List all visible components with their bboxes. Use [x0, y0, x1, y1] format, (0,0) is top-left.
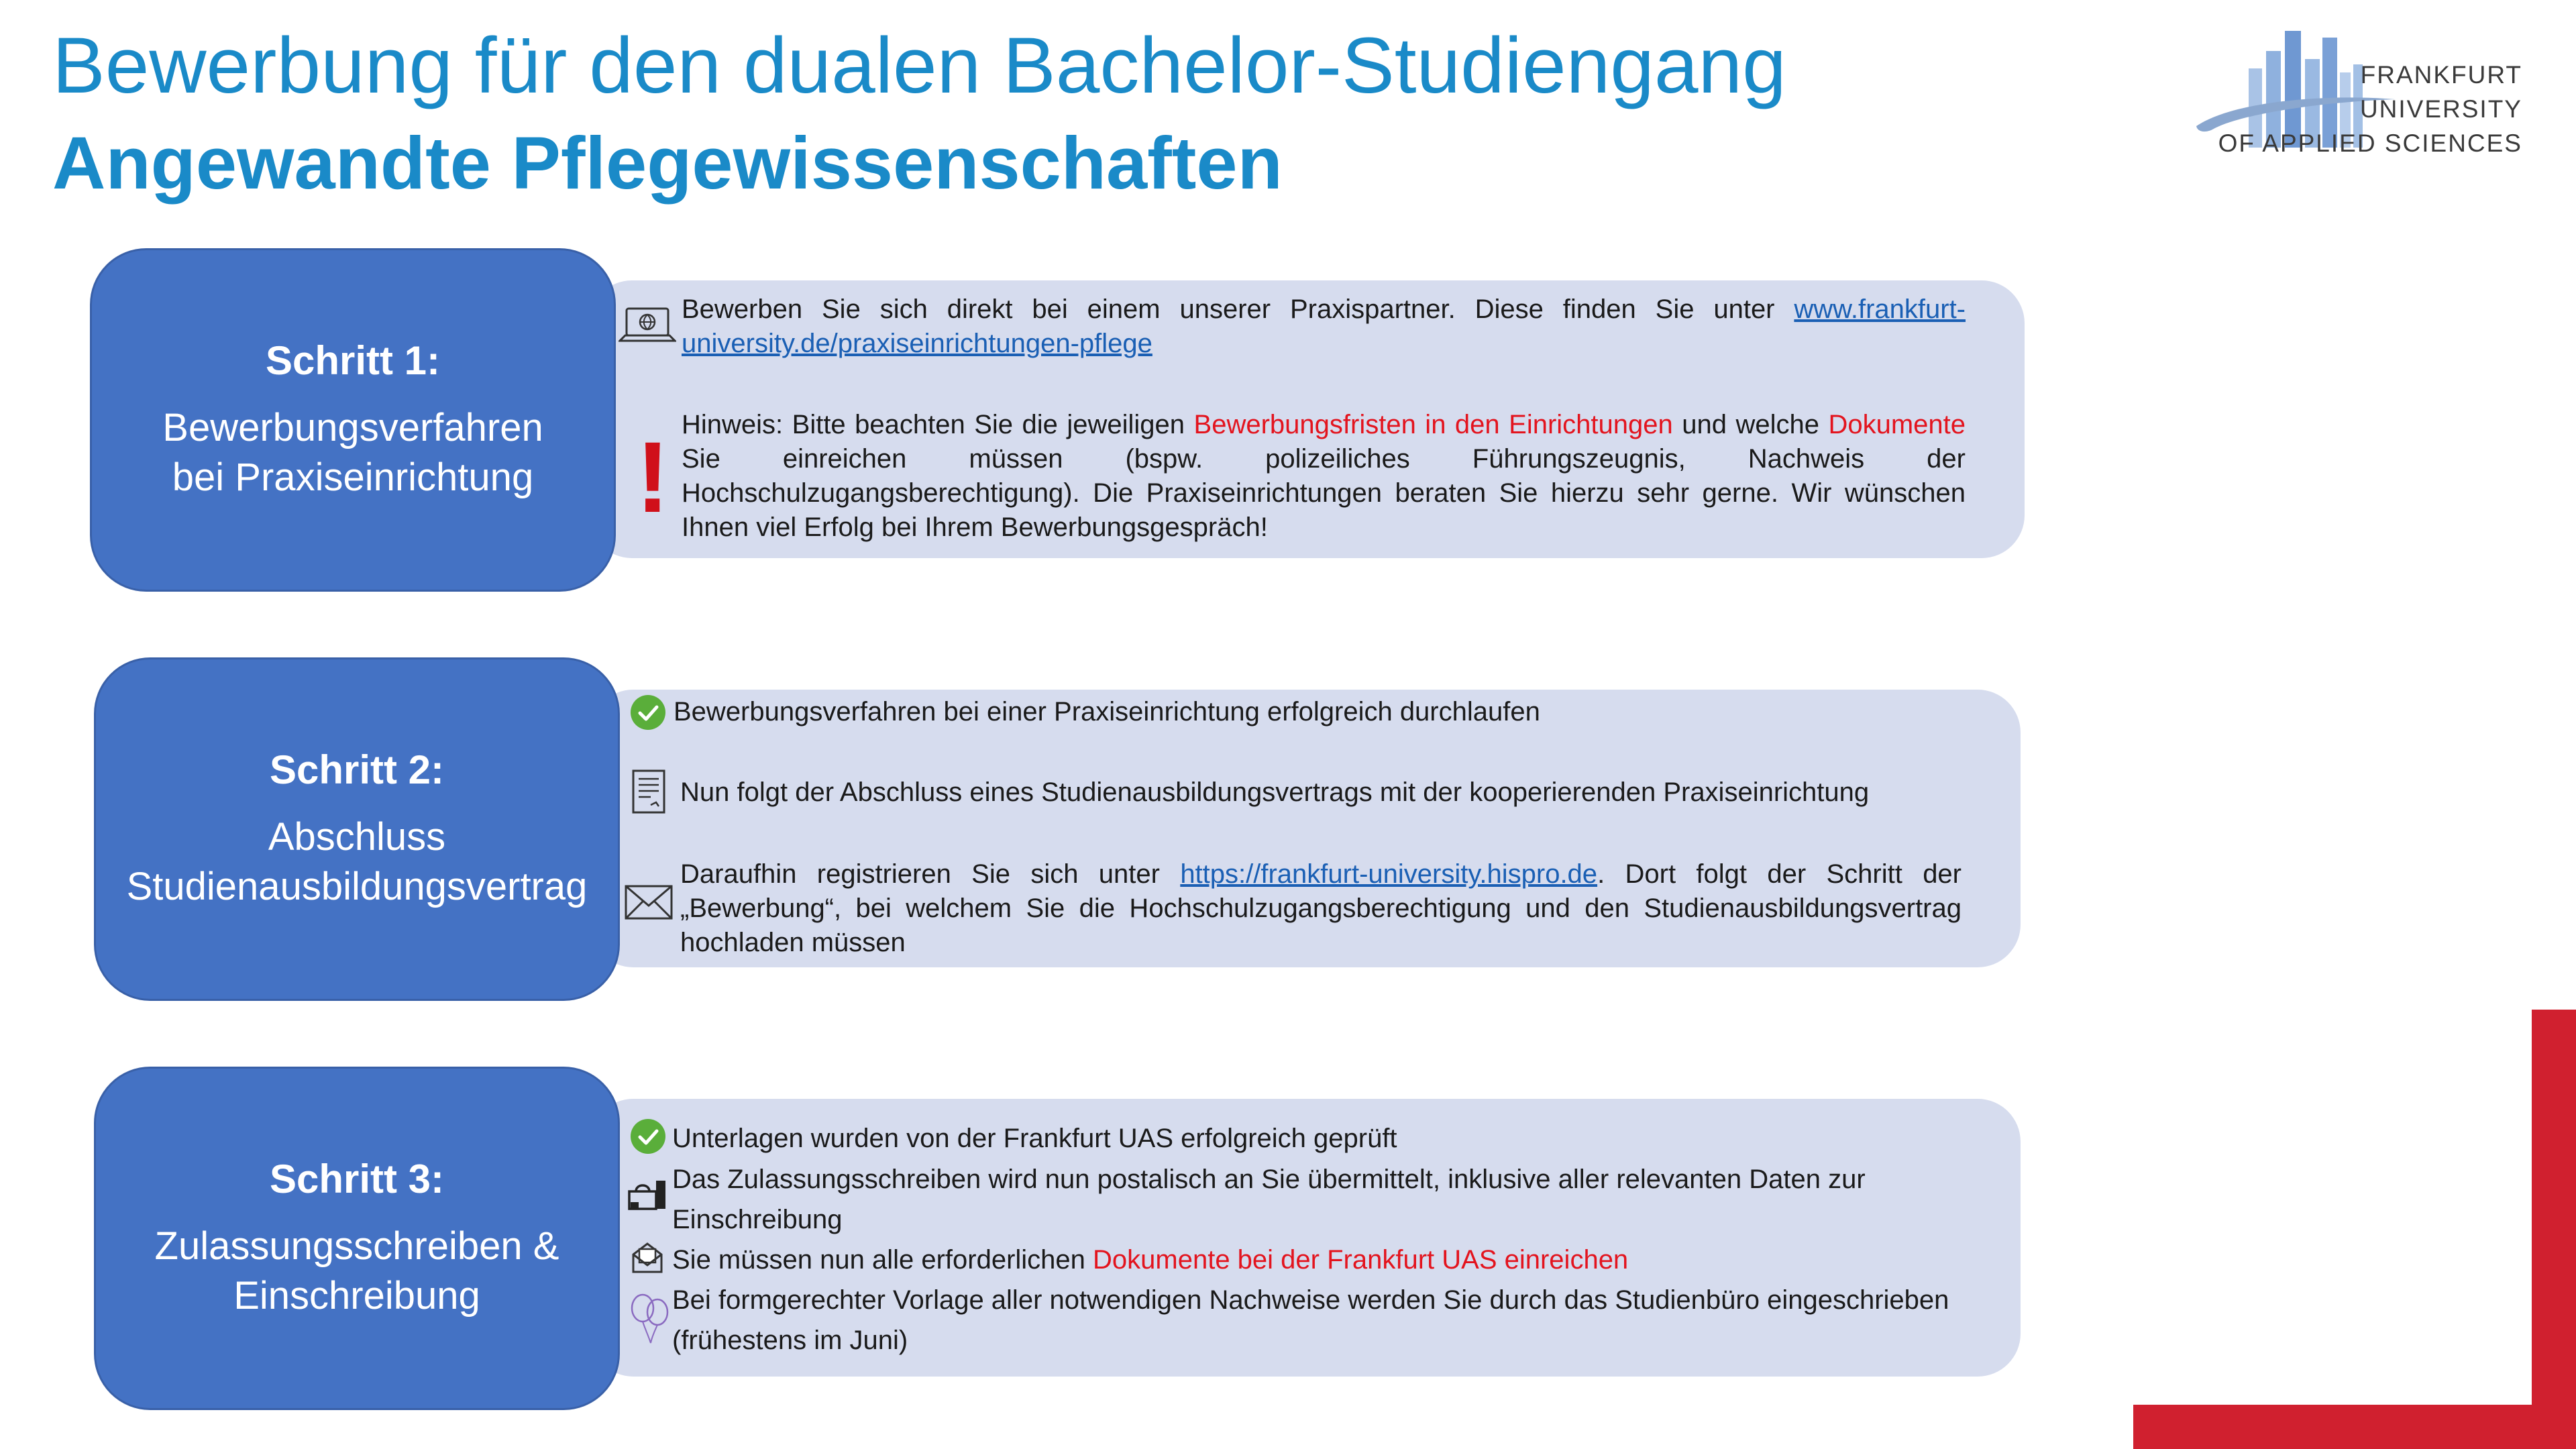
envelope-document-icon	[631, 1241, 664, 1275]
step3-row4: Bei formgerechter Vorlage aller notwendigen Nachweise werden Sie durch das Studienbüro eingeschrieben (frühestens im Juni)	[672, 1285, 1949, 1355]
step1-paragraph1: Bewerben Sie sich direkt bei einem unserer Praxispartner. Diese finden Sie unter www.frankfurt-university.de/praxiseinrichtungen-pflege	[682, 294, 1966, 358]
step1-paragraph2: Hinweis: Bitte beachten Sie die jeweiligen Bewerbungsfristen in den Einrichtungen und welche Dokumente Sie einreichen müssen (bspw. polizeiliches Führungszeugnis, Nachweis der Hochschulzugangsberechtigung). Die Praxiseinrichtungen beraten Sie hierzu sehr gerne. Wir wünschen Ihnen viel Erfolg bei Ihrem Bewerbungsgespräch!	[682, 410, 1966, 542]
step1-box	[90, 248, 616, 592]
step3-row2: Das Zulassungsschreiben wird nun postalisch an Sie übermittelt, inklusive aller relevanten Daten zur Einschreibung	[672, 1165, 1866, 1234]
step1-subtitle: Bewerbungsverfahren bei Praxiseinrichtung	[162, 406, 543, 499]
mailbox-icon	[627, 1178, 668, 1213]
step2-title: Schritt 2:	[269, 747, 445, 792]
page-title-line2: Angewandte Pflegewissenschaften	[52, 122, 1283, 205]
red-corner-decoration-vertical	[2532, 1010, 2576, 1449]
laptop-globe-icon	[619, 306, 676, 346]
balloons-icon	[628, 1292, 672, 1346]
check-circle-icon	[629, 694, 667, 731]
step2-box	[94, 657, 620, 1001]
step3-box	[94, 1067, 620, 1410]
contract-document-icon	[631, 769, 667, 816]
step3-row1: Unterlagen wurden von der Frankfurt UAS erfolgreich geprüft	[672, 1124, 1397, 1153]
step2-subtitle: Abschluss Studienausbildungsvertrag	[126, 815, 588, 908]
step3-title: Schritt 3:	[269, 1157, 445, 1201]
red-corner-decoration-horizontal	[2133, 1405, 2576, 1449]
hispro-link[interactable]: https://frankfurt-university.hispro.de	[1180, 859, 1598, 889]
logo-text: FRANKFURT UNIVERSITY OF APPLIED SCIENCES	[2218, 61, 2522, 158]
envelope-icon	[624, 884, 674, 920]
step3-row3: Sie müssen nun alle erforderlichen Dokumente bei der Frankfurt UAS einreichen	[672, 1245, 1629, 1275]
page-title-line1: Bewerbung für den dualen Bachelor-Studiengang	[52, 21, 1786, 110]
step2-row1: Bewerbungsverfahren bei einer Praxiseinrichtung erfolgreich durchlaufen	[674, 697, 1540, 727]
praxiseinrichtungen-link[interactable]: www.frankfurt-university.de/praxiseinrichtungen-pflege	[682, 294, 1966, 358]
warning-exclamation-icon: !	[636, 421, 669, 533]
step2-row3: Daraufhin registrieren Sie sich unter https://frankfurt-university.hispro.de. Dort folgt der Schritt der „Bewerbung“, bei welchem Sie die Hochschulzugangsberechtigung und den Studienausbildungsvertrag hochladen müssen	[680, 859, 1962, 957]
step2-row2: Nun folgt der Abschluss eines Studienausbildungsvertrags mit der kooperierenden Praxiseinrichtung	[680, 777, 1870, 807]
check-circle-icon	[629, 1118, 667, 1155]
step1-title: Schritt 1:	[265, 338, 441, 383]
step3-subtitle: Zulassungsschreiben & Einschreibung	[154, 1224, 559, 1318]
university-logo[interactable]	[2194, 27, 2522, 168]
